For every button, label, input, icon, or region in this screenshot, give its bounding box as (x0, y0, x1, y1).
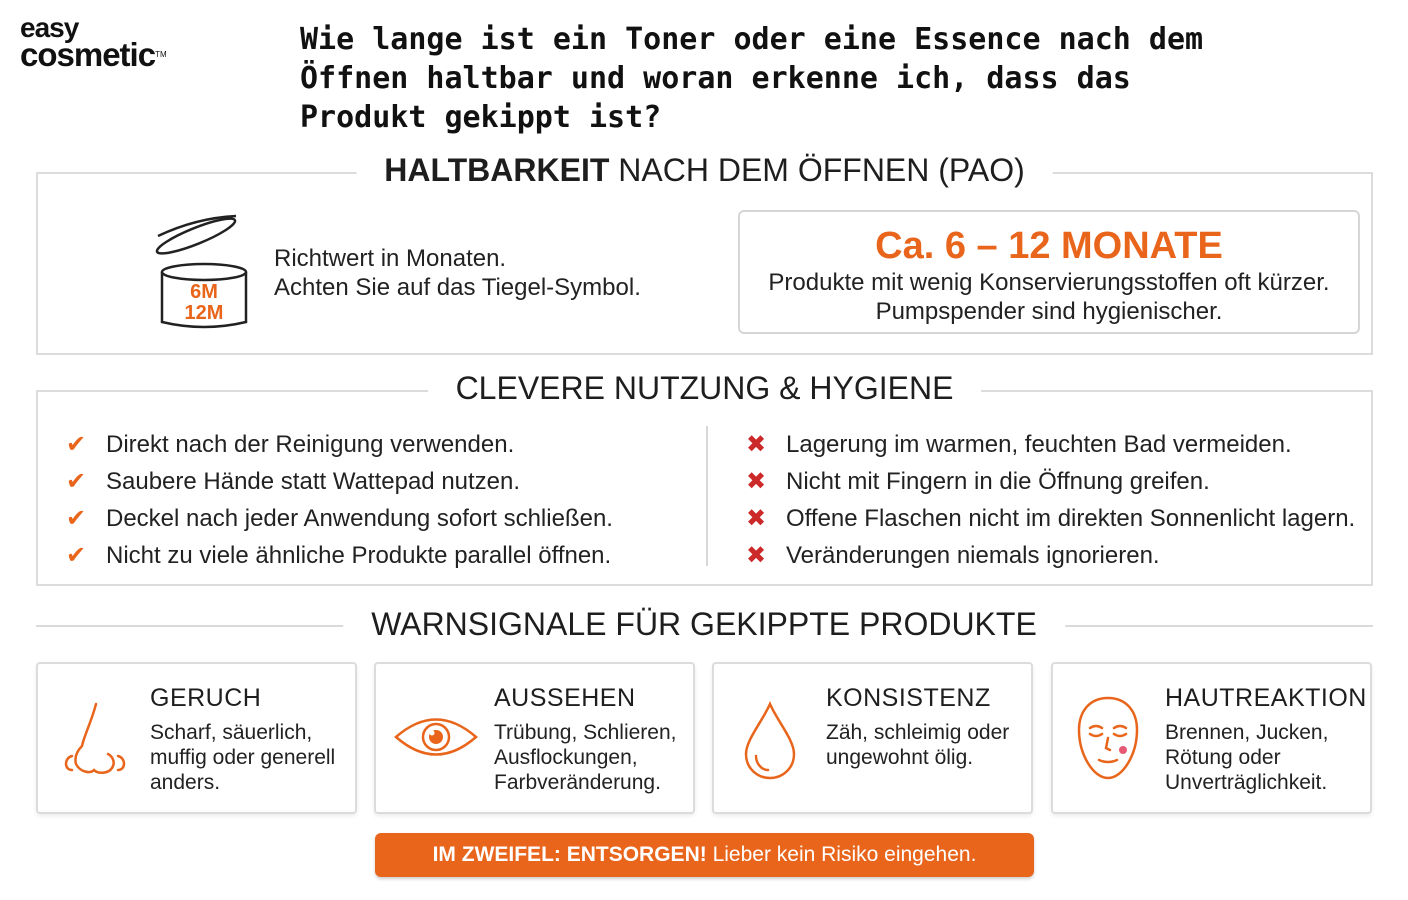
warn-title: WARNSIGNALE FÜR GEKIPPTE PRODUKTE (343, 606, 1065, 643)
warn-card-skin (1051, 662, 1372, 814)
warn-card-description (1165, 720, 1328, 795)
warn-divider-right (1052, 625, 1373, 627)
check-icon: ✔ (66, 505, 87, 532)
check-icon: ✔ (66, 468, 87, 495)
warn-card-consistency (712, 662, 1033, 814)
page-title: Wie lange ist ein Toner oder eine Essence nach dem Öffnen haltbar und woran erkenne ich, dass das Produkt gekippt ist? (300, 22, 1204, 135)
warn-card-title: HAUTREAKTION (1165, 684, 1367, 712)
warn-card-line: Rötung oder (1165, 746, 1281, 769)
warn-card-smell (36, 662, 357, 814)
dont-item (746, 426, 1355, 463)
dispose-banner-rest: Lieber kein Risiko eingehen. (706, 843, 977, 866)
warn-card-title: AUSSEHEN (494, 684, 636, 712)
trademark: TM (155, 50, 167, 59)
warn-card-line: muffig oder generell (150, 746, 336, 769)
dont-item-text: Veränderungen niemals ignorieren. (786, 542, 1160, 569)
cross-icon: ✖ (746, 542, 767, 569)
do-item (66, 500, 613, 537)
warn-card-description (494, 720, 677, 795)
jar-label-12m: 12M (184, 302, 224, 324)
do-item (66, 463, 613, 500)
do-item (66, 537, 613, 574)
check-icon: ✔ (66, 431, 87, 458)
pao-note-line-2: Pumpspender sind hygienischer. (875, 298, 1223, 325)
warn-card-line: Trübung, Schlieren, (494, 721, 677, 744)
dont-item-text: Offene Flaschen nicht im direkten Sonnenlicht lagern. (786, 505, 1356, 532)
warn-card-line: Unverträglichkeit. (1165, 771, 1328, 794)
dont-item (746, 537, 1355, 574)
warn-card-line: Ausflockungen, (494, 746, 638, 769)
pao-text-line-1: Richtwert in Monaten. (274, 245, 507, 272)
warn-card-title: GERUCH (150, 684, 262, 712)
do-item-text: Saubere Hände statt Wattepad nutzen. (106, 468, 521, 495)
dont-item (746, 500, 1355, 537)
warn-card-line: Farbveränderung. (494, 771, 661, 794)
dont-item (746, 463, 1355, 500)
eye-icon (392, 712, 480, 762)
warn-divider-left (36, 625, 356, 627)
warn-card-title: KONSISTENZ (826, 684, 991, 712)
logo-line-2 (20, 36, 167, 73)
cross-icon: ✖ (746, 468, 767, 495)
do-list (66, 426, 613, 574)
pao-description (274, 244, 641, 302)
column-divider (706, 426, 708, 566)
cross-icon: ✖ (746, 505, 767, 532)
warn-card-appearance (374, 662, 695, 814)
warn-card-line: Brennen, Jucken, (1165, 721, 1329, 744)
pao-title-rest: NACH DEM ÖFFNEN (PAO) (609, 152, 1025, 188)
do-item (66, 426, 613, 463)
pao-title (356, 152, 1053, 189)
cross-icon: ✖ (746, 431, 767, 458)
do-item-text: Nicht zu viele ähnliche Produkte parallel öffnen. (106, 542, 612, 569)
face-icon (1075, 694, 1141, 784)
jar-label-6m: 6M (190, 281, 218, 303)
dispose-banner-bold: IM ZWEIFEL: ENTSORGEN! (432, 843, 707, 866)
drop-icon (740, 700, 800, 782)
hygiene-title: CLEVERE NUTZUNG & HYGIENE (428, 370, 982, 407)
logo-word: cosmetic (20, 36, 156, 73)
pao-note-line-1: Produkte mit wenig Konservierungsstoffen oft kürzer. (768, 269, 1330, 296)
pao-panel (36, 152, 1373, 355)
dont-item-text: Lagerung im warmen, feuchten Bad vermeiden. (786, 431, 1292, 458)
check-icon: ✔ (66, 542, 87, 569)
logo-line-1: easy (20, 12, 79, 43)
dispose-banner (375, 833, 1034, 877)
jar-icon (154, 214, 254, 334)
dont-item-text: Nicht mit Fingern in die Öffnung greifen. (786, 468, 1210, 495)
warn-card-line: Scharf, säuerlich, (150, 721, 313, 744)
warn-card-line: Zäh, schleimig oder (826, 721, 1010, 744)
do-item-text: Deckel nach jeder Anwendung sofort schließen. (106, 505, 613, 532)
nose-icon (60, 700, 130, 780)
do-item-text: Direkt nach der Reinigung verwenden. (106, 431, 515, 458)
hygiene-panel (36, 370, 1373, 586)
dont-list (746, 426, 1355, 574)
logo (20, 12, 167, 73)
warn-card-line: ungewohnt ölig. (826, 746, 974, 769)
pao-title-bold: HALTBARKEIT (384, 152, 610, 188)
warn-card-line: anders. (150, 771, 221, 794)
pao-highlight-box (738, 210, 1360, 334)
pao-text-line-2: Achten Sie auf das Tiegel-Symbol. (274, 274, 641, 301)
pao-highlight: Ca. 6 – 12 MONATE (875, 225, 1223, 267)
warn-card-description (826, 720, 1009, 770)
warn-card-description (150, 720, 335, 795)
